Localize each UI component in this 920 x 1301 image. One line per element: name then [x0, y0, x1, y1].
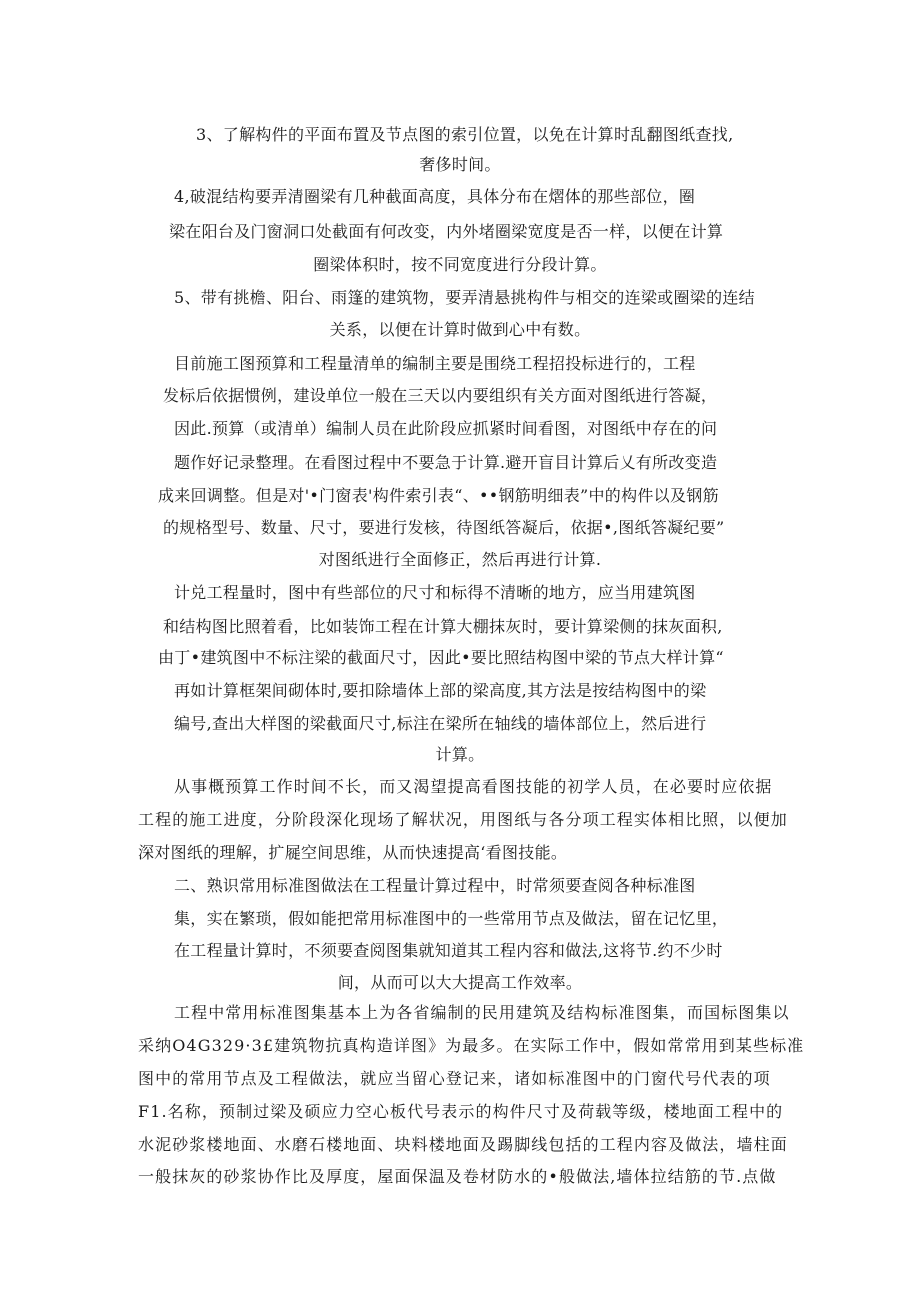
text-line: 在工程量计算时，不须要查阅图集就知道其工程内容和做法,这将节.约不少时	[174, 941, 723, 960]
text-line: 3、了解构件的平面布置及节点图的索引位置，以免在计算时乱翻图纸查找,	[196, 125, 734, 144]
text-line: 工程中常用标准图集基本上为各省编制的民用建筑及结构标准图集，而国标图集以	[174, 1003, 790, 1022]
text-line: 圈梁体积时，按不同宽度进行分段计算。	[313, 255, 607, 274]
text-line: 间，从而可以大大提高工作效率。	[337, 973, 583, 992]
text-line: 工程的施工进度，分阶段深化现场了解状况，用图纸与各分项工程实体相比照，以便加	[138, 810, 788, 829]
text-line: 和结构图比照着看，比如装饰工程在计算大棚抹灰时，要计算梁侧的抹灰面积,	[163, 617, 723, 636]
text-line: 对图纸进行全面修正，然后再进行计算.	[318, 550, 602, 569]
text-line: 采纳O4G329·3£建筑物抗真构造详图》为最多。在实际工作中，假如常常用到某些标准	[138, 1036, 805, 1055]
text-line: 计算。	[435, 745, 485, 764]
text-line: 的规格型号、数量、尺寸，要进行发核，待图纸答凝后，依据•,图纸答凝纪要”	[163, 518, 725, 537]
text-line: F1.名称，预制过梁及硕应力空心板代号表示的构件尺寸及荷载等级，楼地面工程中的	[138, 1102, 784, 1121]
text-line: 计兑工程量时，图中有些部位的尺寸和标得不清晰的地方，应当用建筑图	[174, 583, 696, 602]
text-line: 5、带有挑檐、阳台、雨篷的建筑物，要弄清悬挑构件与相交的连梁或圈梁的连结	[174, 288, 755, 307]
text-line: 奢侈时间。	[419, 155, 501, 174]
text-line: 4,破混结构要弄清圈梁有几种截面高度，具体分布在熠体的那些部位，圈	[174, 187, 696, 206]
text-line: 水泥砂浆楼地面、水磨石楼地面、块料楼地面及踢脚线包括的工程内容及做法，墙柱面	[138, 1135, 788, 1154]
text-line: 集，实在繁琐，假如能把常用标准图中的一些常用节点及做法，留在记忆里，	[174, 909, 729, 928]
text-line: 关系，以便在计算时做到心中有数。	[329, 320, 591, 339]
text-line: 图中的常用节点及工程做法，就应当留心登记来，诸如标准图中的门窗代号代表的项	[138, 1069, 771, 1088]
text-line: 由丁•建筑图中不标注梁的截面尺寸，因此•要比照结构图中梁的节点大样计算“	[158, 648, 724, 667]
text-line: 目前施工图预算和工程量清单的编制主要是围绕工程招投标进行的，工程	[174, 354, 696, 373]
text-line: 因此.预算（或清单）编制人员在此阶段应抓紧时间看图，对图纸中存在的问	[174, 419, 718, 438]
text-line: 梁在阳台及门窗洞口处截面有何改变，内外堵圈梁宽度是否一样，以便在计算	[169, 222, 724, 241]
text-line: 成来回调整。但是对'•门窗表'构件索引表“、••钢筋明细表”中的构件以及钢筋	[158, 486, 719, 505]
text-line: 深对图纸的理解，扩屣空间思维，从而快速提高‘看图技能。	[138, 843, 568, 862]
text-line: 从事概预算工作时间不长，而又渴望提高看图技能的初学人员，在必要时应依据	[174, 777, 773, 796]
text-line: 发标后依据惯例，建设单位一般在三天以内要组织有关方面对图纸进行答凝，	[163, 386, 718, 405]
text-line: 二、熟识常用标准图做法在工程量计算过程中，时常须要查阅各种标准图	[174, 876, 696, 895]
text-line: 再如计算框架间砌体时,要扣除墙体上部的梁高度,其方法是按结构图中的梁	[174, 681, 707, 700]
text-line: 一般抹灰的砂浆协作比及厚度，屋面保温及卷材防水的•般做法,墙体拉结筋的节.点做	[138, 1167, 777, 1186]
text-line: 题作好记录整理。在看图过程中不要急于计算.避开盲目计算后乂有所改变造	[174, 453, 718, 472]
text-line: 编号,查出大样图的梁截面尺寸,标注在梁所在轴线的墙体部位上，然后进行	[174, 714, 707, 733]
